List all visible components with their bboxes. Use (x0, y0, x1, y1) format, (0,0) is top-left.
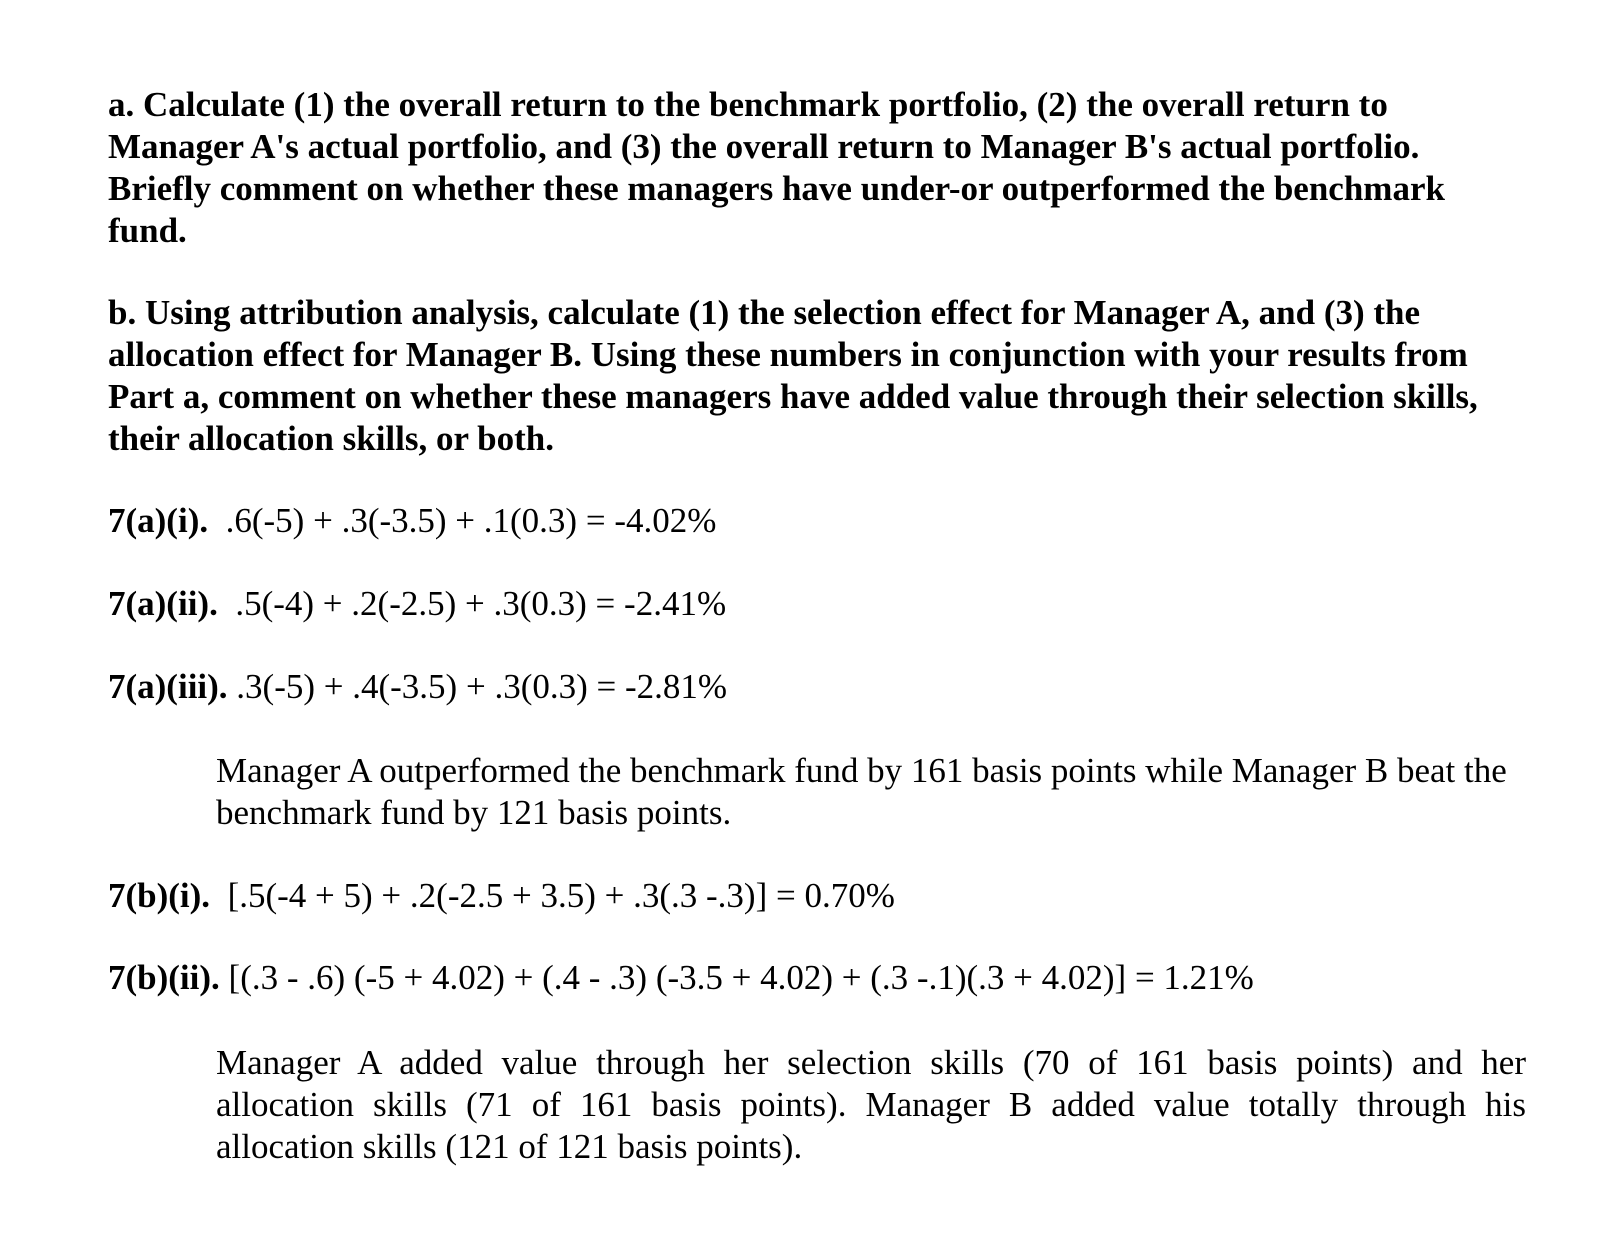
answer-7a-iii (108, 666, 727, 708)
answer-label: 7(a)(iii). (108, 667, 228, 706)
answer-formula: .6(-5) + .3(-3.5) + .1(0.3) = -4.02% (208, 501, 717, 540)
answer-formula: .5(-4) + .2(-2.5) + .3(0.3) = -2.41% (217, 584, 727, 623)
answer-formula: [(.3 - .6) (-5 + 4.02) + (.4 - .3) (-3.5 + 4.02) + (.3 -.1)(.3 + 4.02)] = 1.21% (219, 958, 1254, 997)
question-a: a. Calculate (1) the overall return to the benchmark portfolio, (2) the overall return to Manager A's actual portfolio, and (3) the overall return to Manager B's actual portfolio. Briefly comment on whether these managers have under-or outperformed the benchmark fund. (108, 85, 1445, 250)
answer-label: 7(a)(ii). (108, 584, 218, 623)
answer-label: 7(a)(i). (108, 501, 209, 540)
answer-formula: [.5(-4 + 5) + .2(-2.5 + 3.5) + .3(.3 -.3)] = 0.70% (210, 876, 895, 915)
answer-7b-ii (108, 957, 1254, 999)
answer-label: 7(b)(i). (108, 876, 211, 915)
answer-label: 7(b)(ii). (108, 958, 220, 997)
comment-part-a: Manager A outperformed the benchmark fund by 161 basis points while Manager B beat the benchmark fund by 121 basis points. (216, 751, 1507, 832)
answer-7b-i (108, 875, 895, 917)
answer-7a-ii (108, 583, 726, 625)
comment-part-b: Manager A added value through her selection skills (70 of 161 basis points) and her allocation skills (71 of 161 basis points). Manager B added value totally through his allocation skills (121 of 121 basis points). (216, 1043, 1526, 1166)
question-b: b. Using attribution analysis, calculate (1) the selection effect for Manager A, and (3) the allocation effect for Manager B. Using these numbers in conjunction with your results from Part a, comment on whether these managers have added value through their selection skills, their allocation skills, or both. (108, 293, 1478, 458)
answer-formula: .3(-5) + .4(-3.5) + .3(0.3) = -2.81% (227, 667, 728, 706)
answer-7a-i (108, 500, 716, 542)
